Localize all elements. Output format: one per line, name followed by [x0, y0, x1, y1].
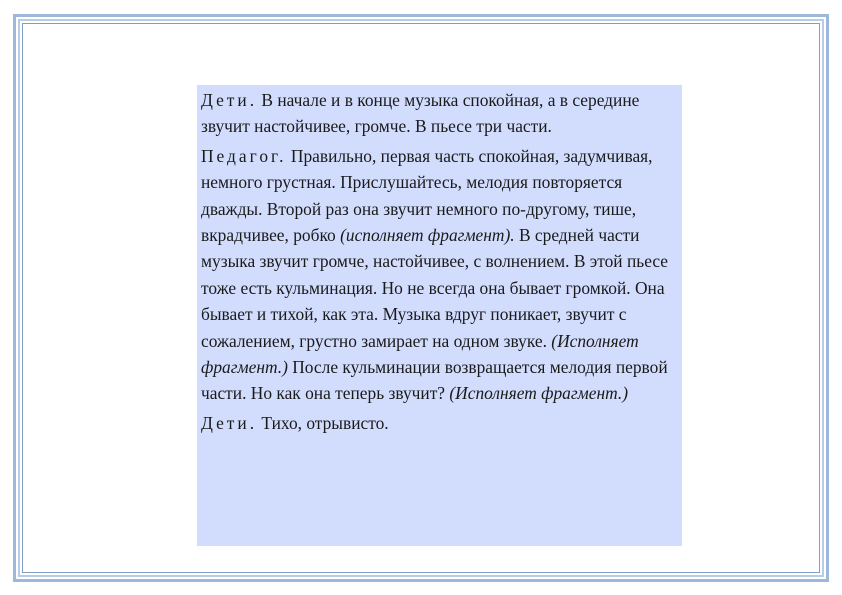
paragraph-text: В средней части музыка звучит громче, настойчивее, с волнением. В этой пьесе тоже есть кульминация. Но не всегда она бывает громкой. Она бывает и тихой, как эта. Музыка вдруг поникает, звучит с сожалением, грустно замирает на одном звуке.	[201, 225, 668, 351]
paragraph-teacher	[201, 143, 678, 407]
paragraph-text: После кульминации возвращается мелодия первой части. Но как она теперь звучит?	[201, 357, 668, 404]
paragraph-children-2	[201, 410, 678, 436]
paragraph-children-1	[201, 87, 678, 140]
speaker-label: Дети.	[201, 412, 258, 433]
stage-direction: (Исполняет фрагмент.)	[449, 383, 628, 404]
stage-direction: (исполняет фрагмент).	[340, 225, 515, 246]
speaker-label: Дети.	[201, 90, 258, 110]
paragraph-text: В начале и в конце музыка спокойная, а в середине звучит настойчивее, громче. В пьесе три части.	[201, 90, 640, 137]
paragraph-text: Тихо, отрывисто.	[257, 412, 389, 433]
dialogue-text-box	[197, 85, 682, 546]
stage-direction: (Исполняет фрагмент.)	[201, 330, 639, 378]
paragraph-text: Правильно, первая часть спокойная, задумчивая, немного грустная. Прислушайтесь, мелодия повторяется дважды. Второй раз она звучит немного по-другому, тише, вкрадчивее, робко	[201, 145, 653, 246]
speaker-label: Педагог.	[201, 145, 287, 166]
